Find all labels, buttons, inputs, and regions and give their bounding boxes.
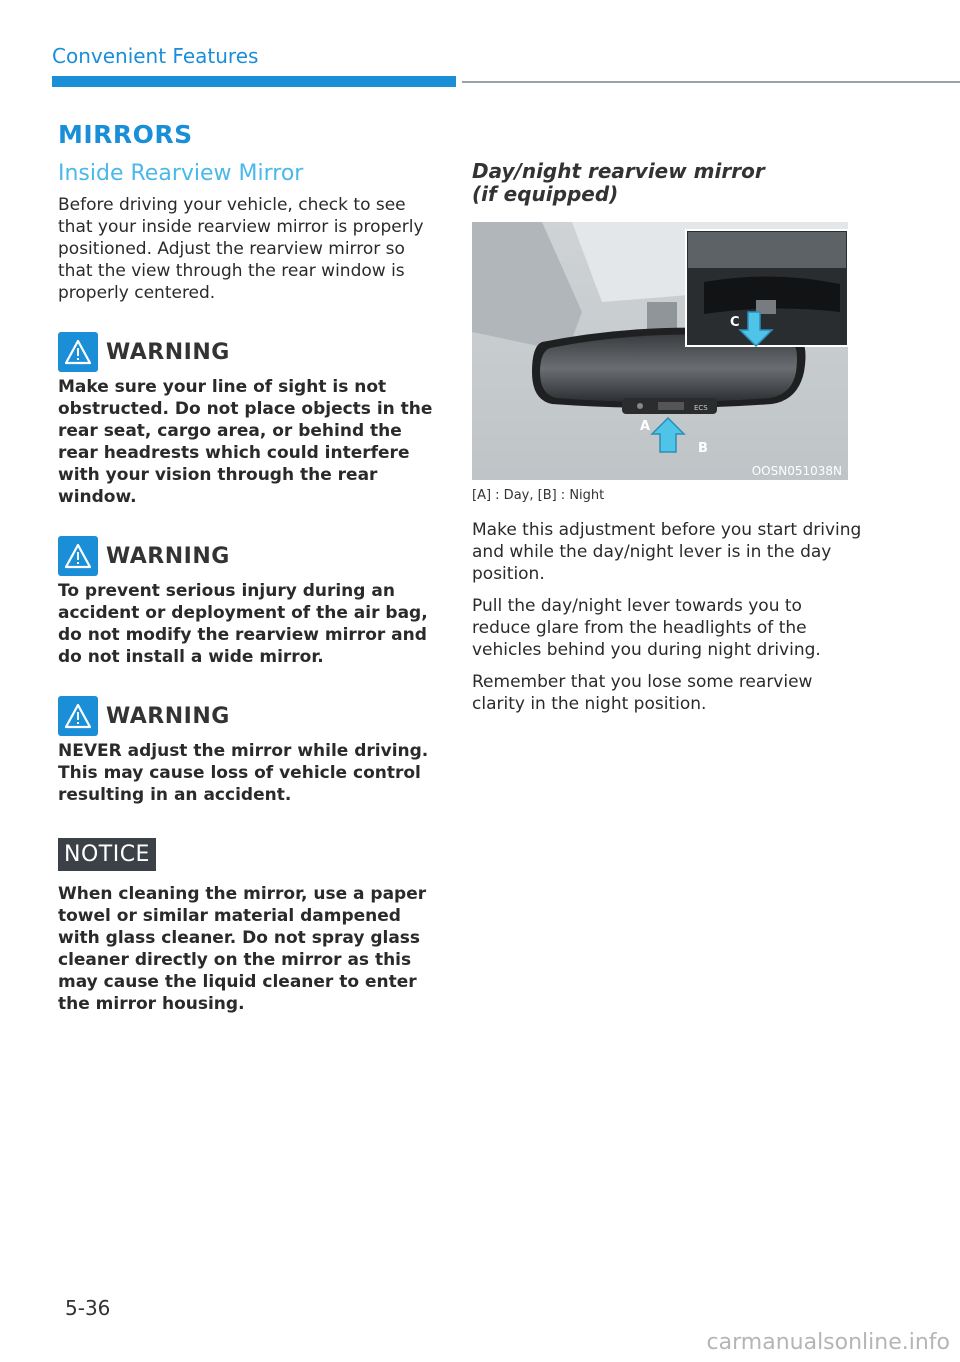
header-bar	[52, 76, 456, 87]
warning-label: WARNING	[106, 543, 230, 569]
section-title: MIRRORS	[58, 120, 193, 149]
notice-block	[58, 838, 438, 1015]
watermark[interactable]: carmanualsonline.info	[706, 1330, 950, 1355]
warning-label: WARNING	[106, 339, 230, 365]
warning-block-2	[58, 536, 438, 668]
page-number: 5-36	[65, 1296, 111, 1320]
notice-text: When cleaning the mirror, use a paper towel or similar material dampened with glass cleaner. Do not spray glass cleaner directly on the mirror as this may cause the liquid cleaner to enter the mirror housing.	[58, 884, 427, 1014]
figure-label-c: C	[730, 315, 740, 330]
figure-caption: [A] : Day, [B] : Night	[472, 488, 605, 503]
running-header: Convenient Features	[52, 44, 259, 68]
warning-block-1	[58, 332, 438, 508]
day-night-paragraph-2: Pull the day/night lever towards you to reduce glare from the headlights of the vehicles behind you during night driving.	[472, 596, 821, 660]
warning-icon	[58, 536, 98, 576]
warning-icon	[58, 332, 98, 372]
figure-ecs-label: ECS	[694, 404, 708, 412]
warning-text: NEVER adjust the mirror while driving. This may cause loss of vehicle control resulting in an accident.	[58, 741, 429, 805]
day-night-title-line2: (if equipped)	[472, 182, 619, 206]
day-night-paragraph-1: Make this adjustment before you start driving and while the day/night lever is in the day position.	[472, 520, 862, 584]
figure-label-b: B	[698, 441, 708, 456]
day-night-title	[472, 160, 862, 206]
figure-code: OOSN051038N	[751, 464, 842, 478]
left-column	[58, 120, 438, 1015]
mirror-figure	[472, 222, 848, 480]
warning-icon	[58, 696, 98, 736]
warning-text: To prevent serious injury during an accident or deployment of the air bag, do not modify the rearview mirror and do not install a wide mirror.	[58, 581, 428, 667]
figure-label-a: A	[640, 419, 651, 434]
inside-mirror-text: Before driving your vehicle, check to see that your inside rearview mirror is properly positioned. Adjust the rearview mirror so that the view through the rear window is properly centered.	[58, 195, 424, 303]
inside-mirror-title: Inside Rearview Mirror	[58, 161, 304, 186]
day-night-paragraph-3: Remember that you lose some rearview clarity in the night position.	[472, 672, 813, 714]
warning-block-3	[58, 696, 438, 806]
right-column	[472, 160, 862, 725]
notice-label: NOTICE	[58, 838, 156, 871]
mirror-illustration	[472, 222, 848, 480]
header-rule	[462, 81, 960, 83]
day-night-title-line1: Day/night rearview mirror	[472, 159, 765, 183]
warning-text: Make sure your line of sight is not obstructed. Do not place objects in the rear seat, cargo area, or behind the rear headrests which could interfere with your vision through the rear window.	[58, 377, 433, 507]
warning-label: WARNING	[106, 703, 230, 729]
